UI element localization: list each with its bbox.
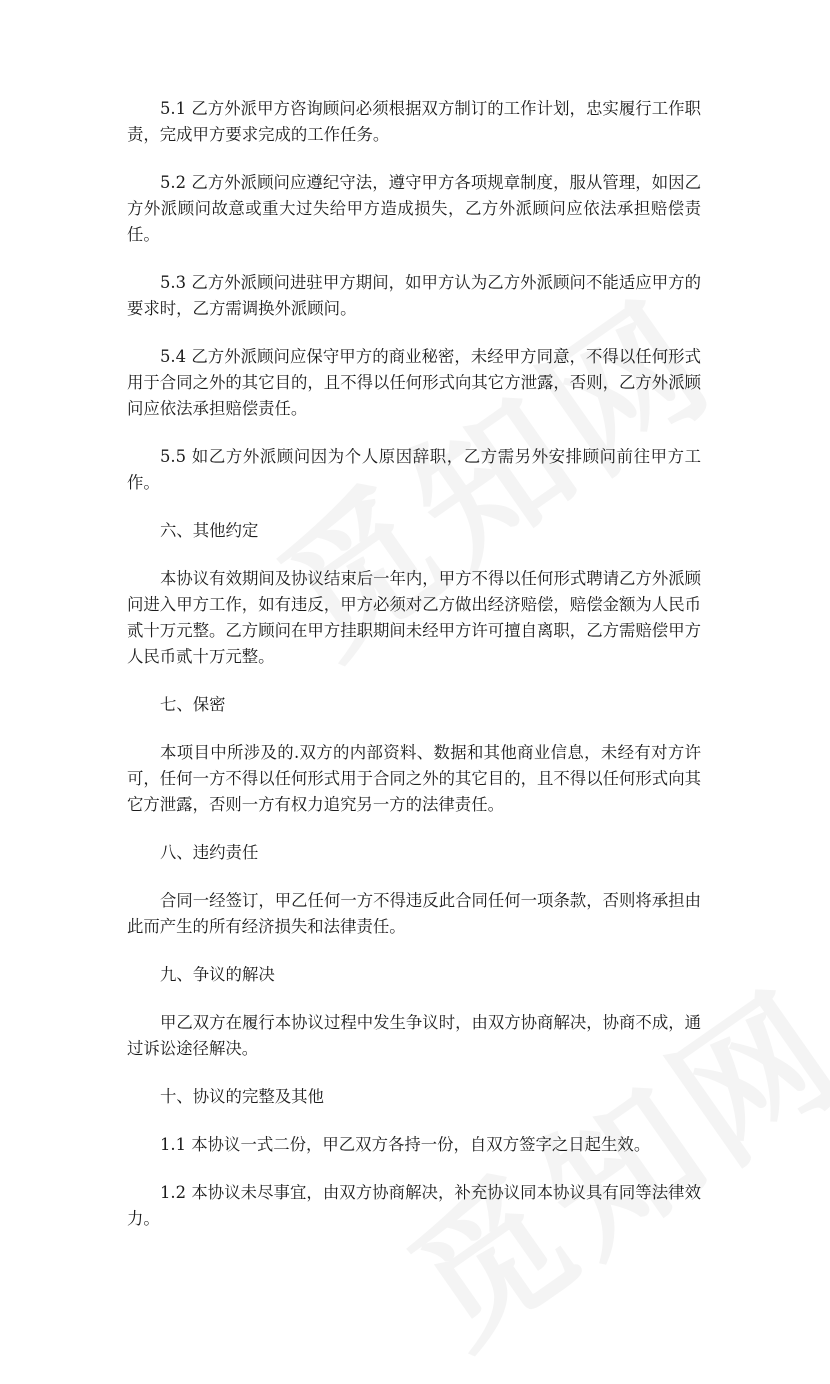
clause-5-1: 5.1 乙方外派甲方咨询顾问必须根据双方制订的工作计划，忠实履行工作职责，完成甲方要求完成的工作任务。: [127, 99, 701, 144]
other-agreement: 本协议有效期间及协议结束后一年内，甲方不得以任何形式聘请乙方外派顾问进入甲方工作，如有违反，甲方必须对乙方做出经济赔偿，赔偿金额为人民币贰十万元整。乙方顾问在甲方挂职期间未经甲方许可擅自离职，乙方需赔偿甲方人民币贰十万元整。: [127, 569, 701, 666]
heading-10: 十、协议的完整及其他: [160, 1087, 324, 1106]
clause-1-1: 1.1 本协议一式二份，甲乙双方各持一份，自双方签字之日起生效。: [160, 1135, 651, 1154]
clause-5-2: 5.2 乙方外派顾问应遵纪守法，遵守甲方各项规章制度，服从管理，如因乙方外派顾问故意或重大过失给甲方造成损失，乙方外派顾问应依法承担赔偿责任。: [127, 173, 701, 244]
clause-5-5: 5.5 如乙方外派顾问因为个人原因辞职，乙方需另外安排顾问前往甲方工作。: [127, 447, 701, 492]
dispute: 甲乙双方在履行本协议过程中发生争议时，由双方协商解决，协商不成，通过诉讼途径解决。: [127, 1013, 701, 1058]
clause-5-4: 5.4 乙方外派顾问应保守甲方的商业秘密，未经甲方同意，不得以任何形式用于合同之外的其它目的，且不得以任何形式向其它方泄露，否则，乙方外派顾问应依法承担赔偿责任。: [127, 347, 701, 418]
heading-7: 七、保密: [160, 695, 226, 714]
heading-8: 八、违约责任: [160, 843, 259, 862]
clause-1-2: 1.2 本协议未尽事宜，由双方协商解决，补充协议同本协议具有同等法律效力。: [127, 1183, 701, 1228]
heading-6: 六、其他约定: [160, 521, 259, 540]
heading-9: 九、争议的解决: [160, 965, 275, 984]
breach: 合同一经签订，甲乙任何一方不得违反此合同任何一项条款，否则将承担由此而产生的所有经济损失和法律责任。: [127, 891, 701, 936]
document-body: [127, 96, 701, 1254]
confidentiality: 本项目中所涉及的.双方的内部资料、数据和其他商业信息，未经有对方许可，任何一方不得以任何形式用于合同之外的其它目的，且不得以任何形式向其它方泄露，否则一方有权力追究另一方的法律责任。: [127, 743, 701, 814]
clause-5-3: 5.3 乙方外派顾问进驻甲方期间，如甲方认为乙方外派顾问不能适应甲方的要求时，乙方需调换外派顾问。: [127, 273, 701, 318]
